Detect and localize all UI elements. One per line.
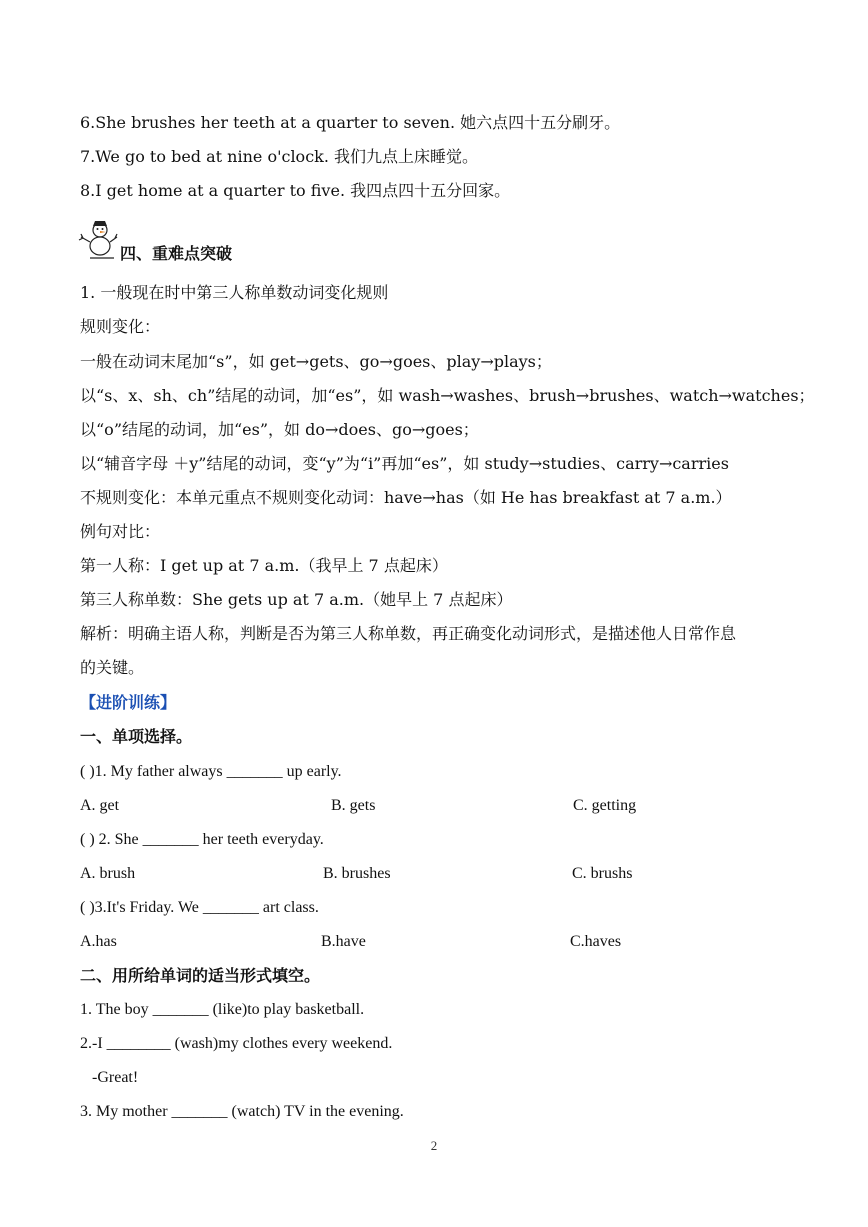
sentence-8: 8.I get home at a quarter to five. 我四点四十五分回家。	[80, 181, 511, 200]
sentence-6: 6.She brushes her teeth at a quarter to seven. 她六点四十五分刷牙。	[80, 113, 621, 132]
part1-heading: 一、单项选择。	[80, 727, 193, 746]
analysis-text-cont: 的关键。	[80, 658, 145, 677]
option-b: B.have	[321, 933, 366, 950]
rule-line: 以“s、x、sh、ch”结尾的动词，加“es”，如 wash→washes、brush→brushes、watch→watches；	[80, 386, 815, 405]
rule-title: 1. 一般现在时中第三人称单数动词变化规则	[80, 283, 389, 302]
option-b: B. gets	[331, 797, 376, 814]
regular-label: 规则变化：	[80, 317, 161, 336]
fill-item: 1. The boy _______ (like)to play basketball.	[80, 1001, 365, 1018]
page-number: 2	[430, 1138, 438, 1153]
rule-line: 以“辅音字母 ＋y”结尾的动词，变“y”为“i”再加“es”，如 study→studies、carry→carries	[80, 454, 729, 473]
analysis-text: 解析：明确主语人称，判断是否为第三人称单数，再正确变化动词形式，是描述他人日常作息	[80, 624, 737, 643]
option-b: B. brushes	[323, 865, 391, 882]
question-stem: ( )1. My father always _______ up early.	[80, 763, 342, 780]
option-c: C. getting	[573, 797, 637, 814]
irregular-rule: 不规则变化：本单元重点不规则变化动词：have→has（如 He has breakfast at 7 a.m.）	[80, 488, 732, 507]
section-heading-4: 四、重难点突破	[120, 244, 233, 263]
compare-label: 例句对比：	[80, 522, 161, 541]
question-stem: ( )3.It's Friday. We _______ art class.	[80, 899, 319, 916]
first-person-example: 第一人称：I get up at 7 a.m.（我早上 7 点起床）	[80, 556, 448, 575]
question-stem: ( ) 2. She _______ her teeth everyday.	[80, 831, 324, 848]
fill-item-reply: -Great!	[80, 1069, 139, 1086]
fill-item: 2.-I ________ (wash)my clothes every weekend.	[80, 1035, 393, 1052]
option-a: A. get	[80, 797, 120, 814]
rule-line: 以“o”结尾的动词，加“es”，如 do→does、go→goes；	[80, 420, 479, 439]
option-a: A. brush	[80, 865, 136, 882]
option-a: A.has	[80, 933, 117, 950]
snowman-icon	[78, 218, 118, 262]
option-c: C.haves	[570, 933, 622, 950]
part2-heading: 二、用所给单词的适当形式填空。	[80, 966, 321, 985]
option-c: C. brushs	[572, 865, 633, 882]
sentence-7: 7.We go to bed at nine o'clock. 我们九点上床睡觉。	[80, 147, 479, 166]
third-person-example: 第三人称单数：She gets up at 7 a.m.（她早上 7 点起床）	[80, 590, 513, 609]
training-title: 【进阶训练】	[80, 693, 177, 712]
fill-item: 3. My mother _______ (watch) TV in the evening.	[80, 1103, 404, 1120]
rule-line: 一般在动词末尾加“s”，如 get→gets、go→goes、play→plays；	[80, 352, 552, 371]
